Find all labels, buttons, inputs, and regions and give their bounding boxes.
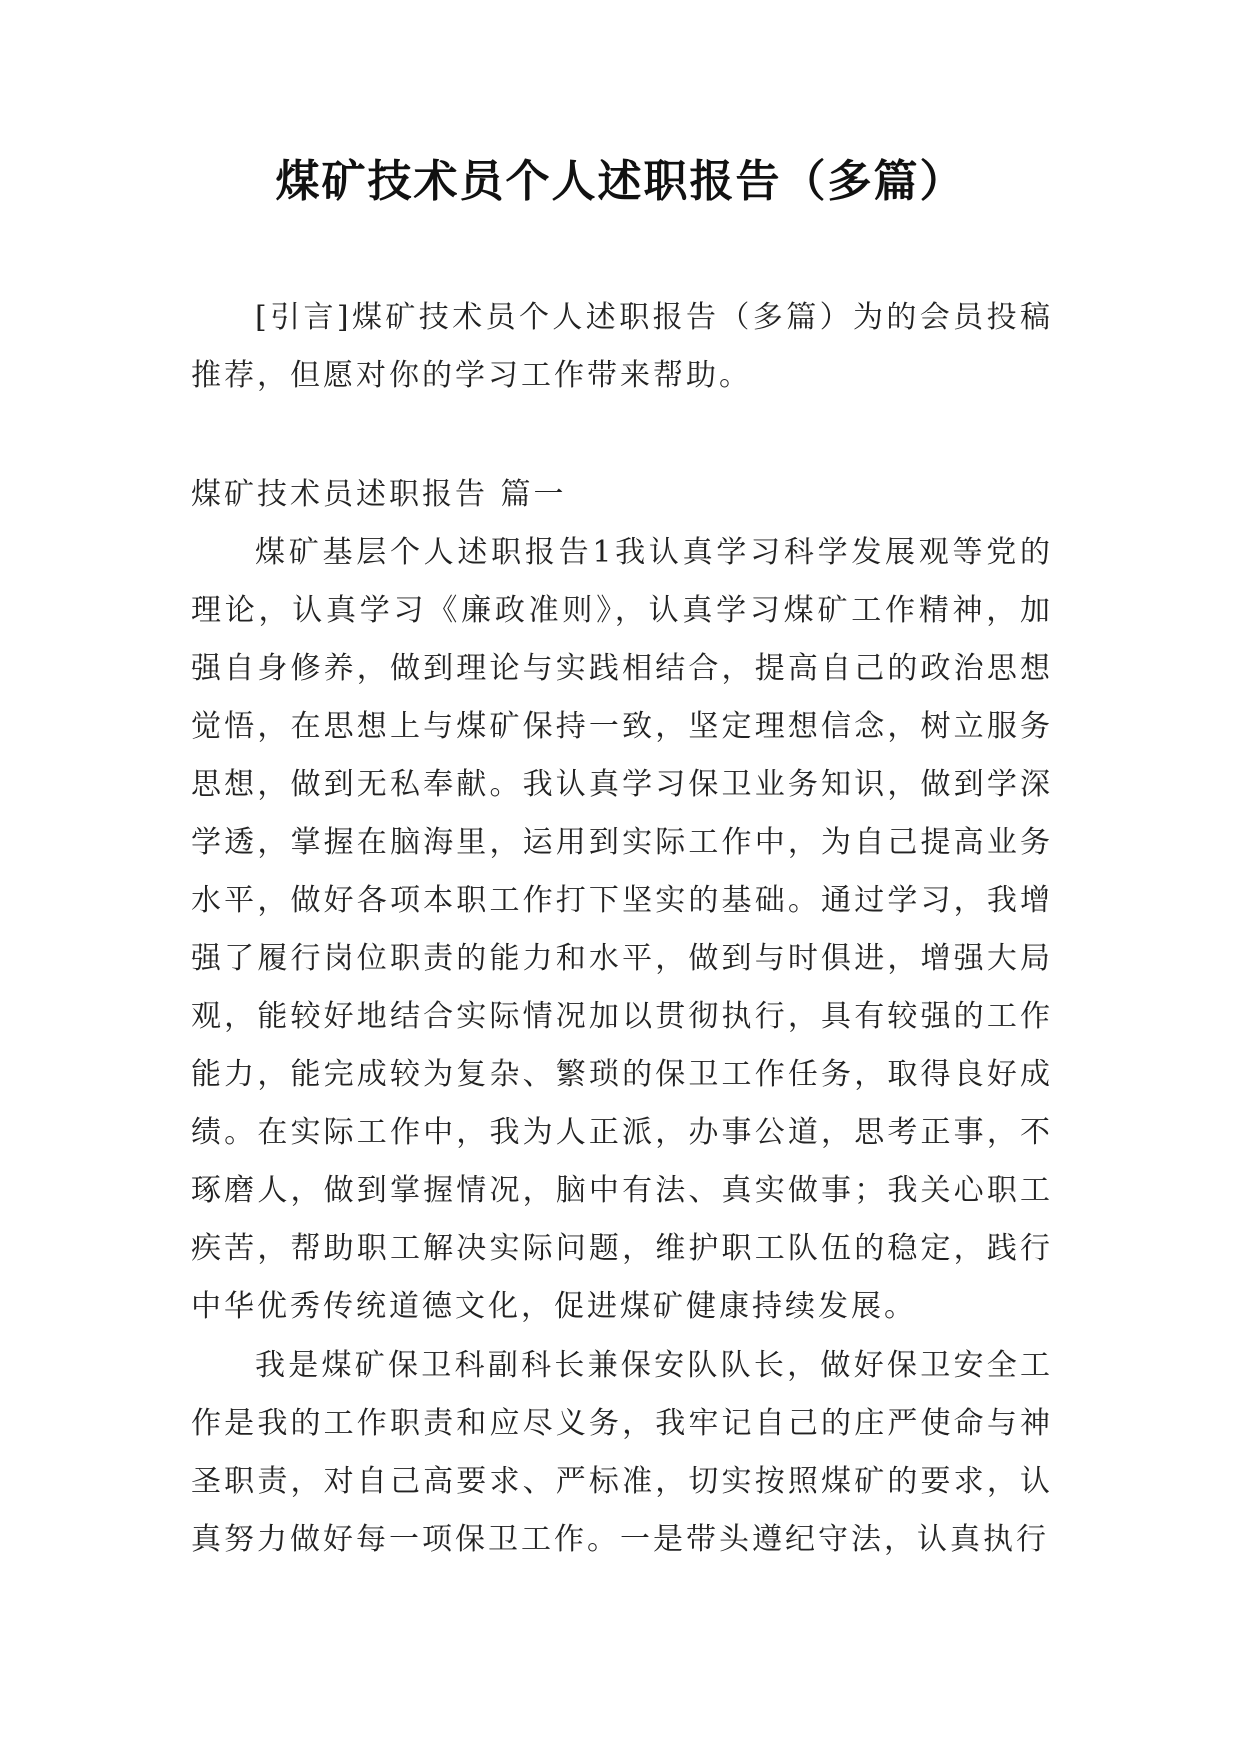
document-title: 煤矿技术员个人述职报告（多篇）	[275, 156, 966, 207]
body-paragraph: 煤矿基层个人述职报告1我认真学习科学发展观等党的理论，认真学习《廉政准则》，认真学习煤矿工作精神，加强自身修养，做到理论与实践相结合，提高自己的政治思想觉悟，在思想上与煤矿保持一致，坚定理想信念，树立服务思想，做到无私奉献。我认真学习保卫业务知识，做到学深学透，掌握在脑海里，运用到实际工作中，为自己提高业务水平，做好各项本职工作打下坚实的基础。通过学习，我增强了履行岗位职责的能力和水平，做到与时俱进，增强大局观，能较好地结合实际情况加以贯彻执行，具有较强的工作能力，能完成较为复杂、繁琐的保卫工作任务，取得良好成绩。在实际工作中，我为人正派，办事公道，思考正事，不琢磨人，做到掌握情况，脑中有法、真实做事；我关心职工疾苦，帮助职工解决实际问题，维护职工队伍的稳定，践行中华优秀传统道德文化，促进煤矿健康持续发展。	[191, 535, 1053, 1324]
body-paragraph: 我是煤矿保卫科副科长兼保安队队长，做好保卫安全工作是我的工作职责和应尽义务，我牢记自己的庄严使命与神圣职责，对自己高要求、严标准，切实按照煤矿的要求，认真努力做好每一项保卫工作。一是带头遵纪守法，认真执行	[191, 1348, 1053, 1557]
intro-paragraph: [引言]煤矿技术员个人述职报告（多篇）为的会员投稿推荐，但愿对你的学习工作带来帮助。	[191, 300, 1053, 393]
section-heading: 煤矿技术员述职报告 篇一	[191, 477, 567, 512]
